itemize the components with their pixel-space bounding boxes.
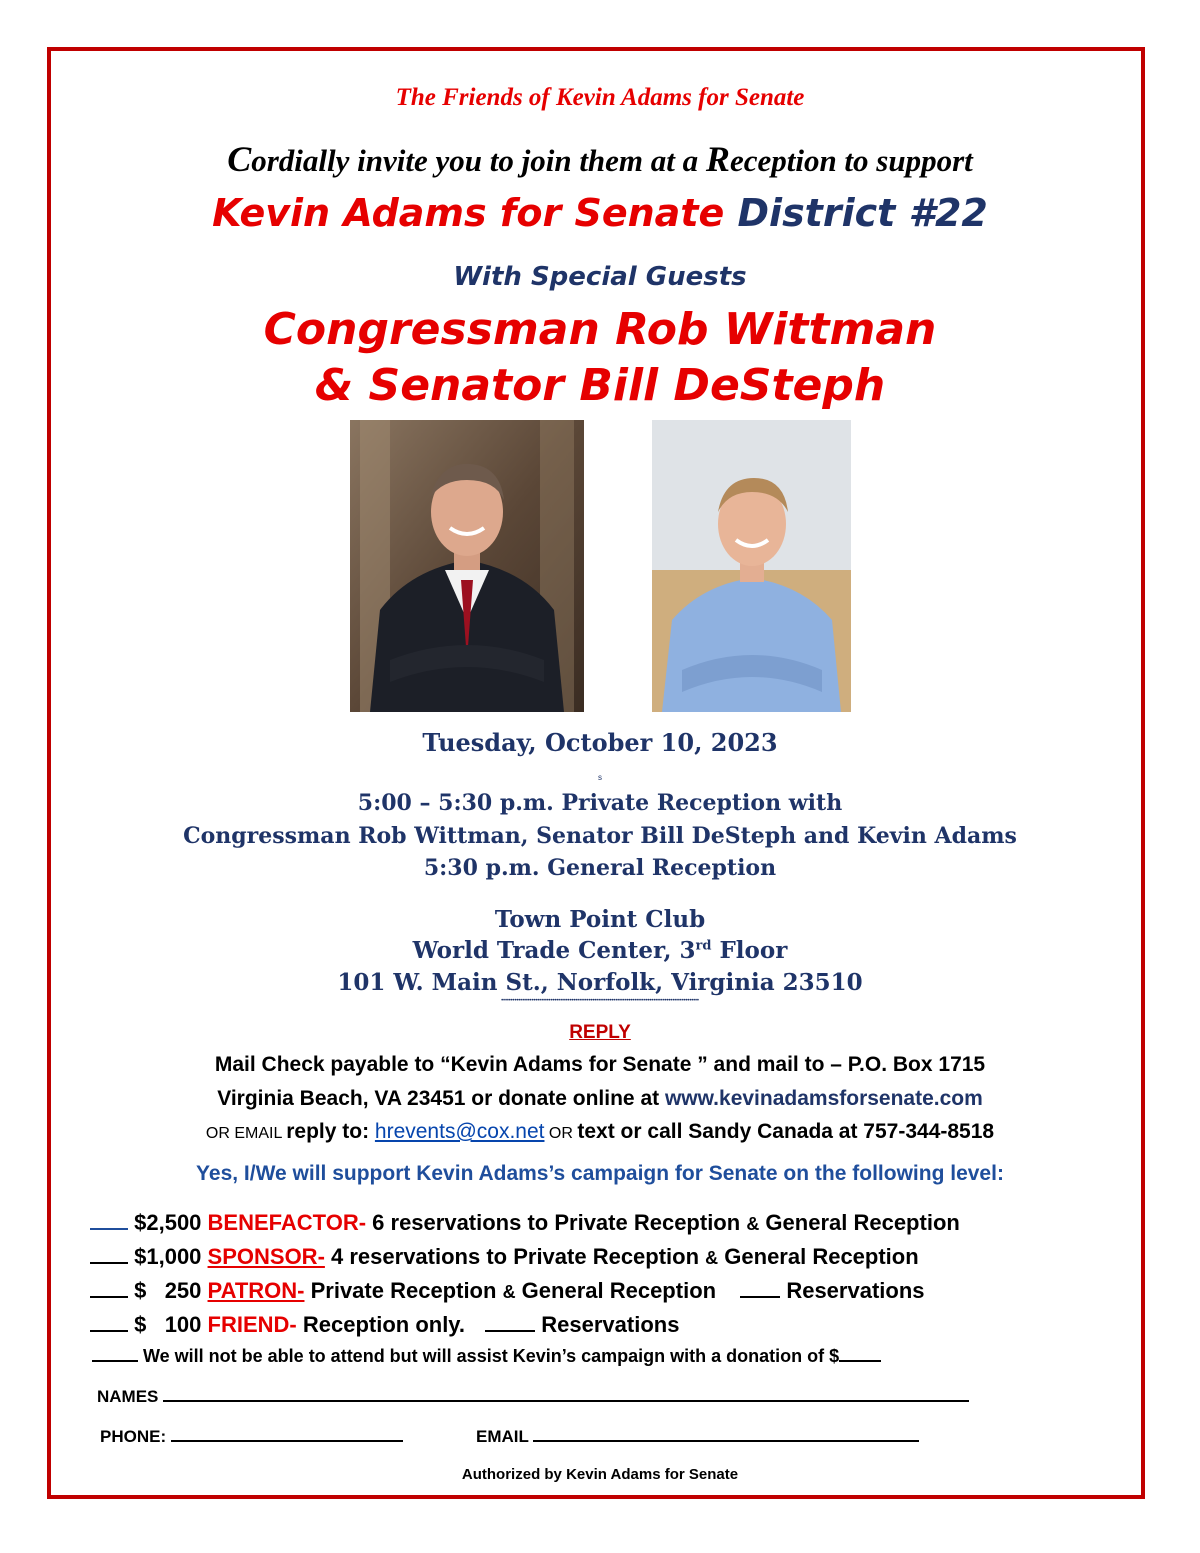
desteph-photo — [652, 420, 851, 712]
wittman-photo — [350, 420, 584, 712]
time-line-2: Congressman Rob Wittman, Senator Bill DeSteph and Kevin Adams — [183, 823, 1017, 849]
campaign-title-red: Kevin Adams for Senate — [212, 191, 725, 235]
or-text: OR — [544, 1125, 578, 1142]
email-label: EMAIL — [476, 1427, 529, 1446]
special-guests-heading: With Special Guests — [453, 262, 747, 292]
benefactor-amp: & — [746, 1214, 760, 1234]
person-portrait-icon — [652, 420, 851, 712]
patron-reservations-blank[interactable] — [740, 1294, 780, 1298]
friend-amount: $ 100 — [134, 1312, 202, 1337]
benefactor-blank[interactable] — [90, 1226, 128, 1230]
patron-blank[interactable] — [90, 1294, 128, 1298]
patron-label: PATRON- — [207, 1278, 305, 1303]
building-text: World Trade Center, 3 — [412, 937, 696, 964]
venue-name: Town Point Club — [494, 906, 706, 933]
patron-amp: & — [502, 1282, 516, 1302]
donation-amount-blank[interactable] — [839, 1358, 881, 1362]
benefactor-amount: $2,500 — [134, 1210, 202, 1235]
level-benefactor — [90, 1210, 960, 1236]
venue-address: 101 W. Main St., Norfolk, Virginia 23510 — [337, 969, 863, 996]
friend-reservations-blank[interactable] — [485, 1328, 535, 1332]
time-line-3: 5:30 p.m. General Reception — [423, 855, 777, 881]
campaign-title-district: District #22 — [737, 191, 988, 235]
patron-desc-2: General Reception — [515, 1278, 717, 1303]
donation-text: We will not be able to attend but will assist Kevin’s campaign with a donation of $ — [138, 1346, 840, 1366]
or-email-text: OR EMAIL — [205, 1125, 287, 1142]
sponsor-desc: 4 reservations to Private Reception — [324, 1244, 706, 1269]
patron-reservations: Reservations — [786, 1278, 925, 1303]
sponsor-desc-2: General Reception — [718, 1244, 919, 1269]
sponsor-label: SPONSOR- — [207, 1244, 325, 1269]
mail-check-line: Mail Check payable to “Kevin Adams for Senate ” and mail to – P.O. Box 1715 — [214, 1053, 986, 1076]
friend-label: FRIEND- — [207, 1312, 297, 1337]
building-floor: Floor — [711, 937, 788, 964]
benefactor-desc-2: General Reception — [759, 1210, 960, 1235]
level-friend — [90, 1312, 679, 1338]
reply-heading: REPLY — [569, 1022, 631, 1043]
friends-line: The Friends of Kevin Adams for Senate — [395, 84, 805, 111]
website-link[interactable]: www.kevinadamsforsenate.com — [664, 1087, 983, 1110]
email-link[interactable]: hrevents@cox.net — [374, 1120, 545, 1143]
benefactor-label: BENEFACTOR- — [207, 1210, 367, 1235]
phone-field[interactable] — [171, 1438, 403, 1442]
invite-text-1: ordially invite you to join them at a — [251, 143, 706, 178]
person-portrait-icon — [350, 420, 584, 712]
donation-check-blank[interactable] — [92, 1358, 138, 1362]
call-text: text or call Sandy Canada at 757-344-8518 — [577, 1120, 995, 1143]
campaign-title — [0, 191, 1200, 235]
invite-text-2: eception to support — [729, 143, 973, 178]
guest-2-name: & Senator Bill DeSteph — [314, 360, 886, 411]
level-patron — [90, 1278, 925, 1304]
event-date: Tuesday, October 10, 2023 — [422, 728, 778, 757]
email-reply-line — [0, 1120, 1200, 1144]
invite-initial-r: R — [705, 139, 730, 179]
dotted-divider: •••••••••••••••••••••••••••••••••••••••••••••••••••••••••••••••••••••••••••••••••••••••••••••••••••••••• — [501, 998, 699, 1004]
names-row — [97, 1387, 969, 1407]
patron-desc: Private Reception — [304, 1278, 503, 1303]
phone-row — [100, 1427, 403, 1447]
patron-amount: $ 250 — [134, 1278, 202, 1303]
authorized-footer: Authorized by Kevin Adams for Senate — [461, 1466, 739, 1483]
friend-reservations: Reservations — [541, 1312, 680, 1337]
invite-line — [0, 138, 1200, 180]
friend-desc: Reception only. — [296, 1312, 466, 1337]
sponsor-amount: $1,000 — [134, 1244, 202, 1269]
donation-line — [92, 1346, 881, 1367]
support-level-line: Yes, I/We will support Kevin Adams’s campaign for Senate on the following level: — [196, 1162, 1004, 1185]
building-sup: rd — [695, 938, 712, 954]
benefactor-desc: 6 reservations to Private Reception — [366, 1210, 747, 1235]
names-label: NAMES — [97, 1387, 159, 1406]
sponsor-blank[interactable] — [90, 1260, 128, 1264]
donate-online-line — [0, 1087, 1200, 1111]
email-row — [476, 1427, 919, 1447]
venue-building — [0, 937, 1200, 964]
time-line-1: 5:00 – 5:30 p.m. Private Reception with — [357, 790, 843, 816]
tiny-mark: s — [598, 773, 602, 782]
names-field[interactable] — [163, 1398, 969, 1402]
invite-initial-c: C — [227, 139, 252, 179]
friend-blank[interactable] — [90, 1328, 128, 1332]
reply-to-text: reply to: — [286, 1120, 375, 1143]
virginia-beach-text: Virginia Beach, VA 23451 or donate online at — [217, 1087, 665, 1110]
sponsor-amp: & — [705, 1248, 719, 1268]
guest-1-name: Congressman Rob Wittman — [263, 304, 937, 355]
email-field[interactable] — [533, 1438, 919, 1442]
phone-label: PHONE: — [100, 1427, 167, 1446]
level-sponsor — [90, 1244, 919, 1270]
